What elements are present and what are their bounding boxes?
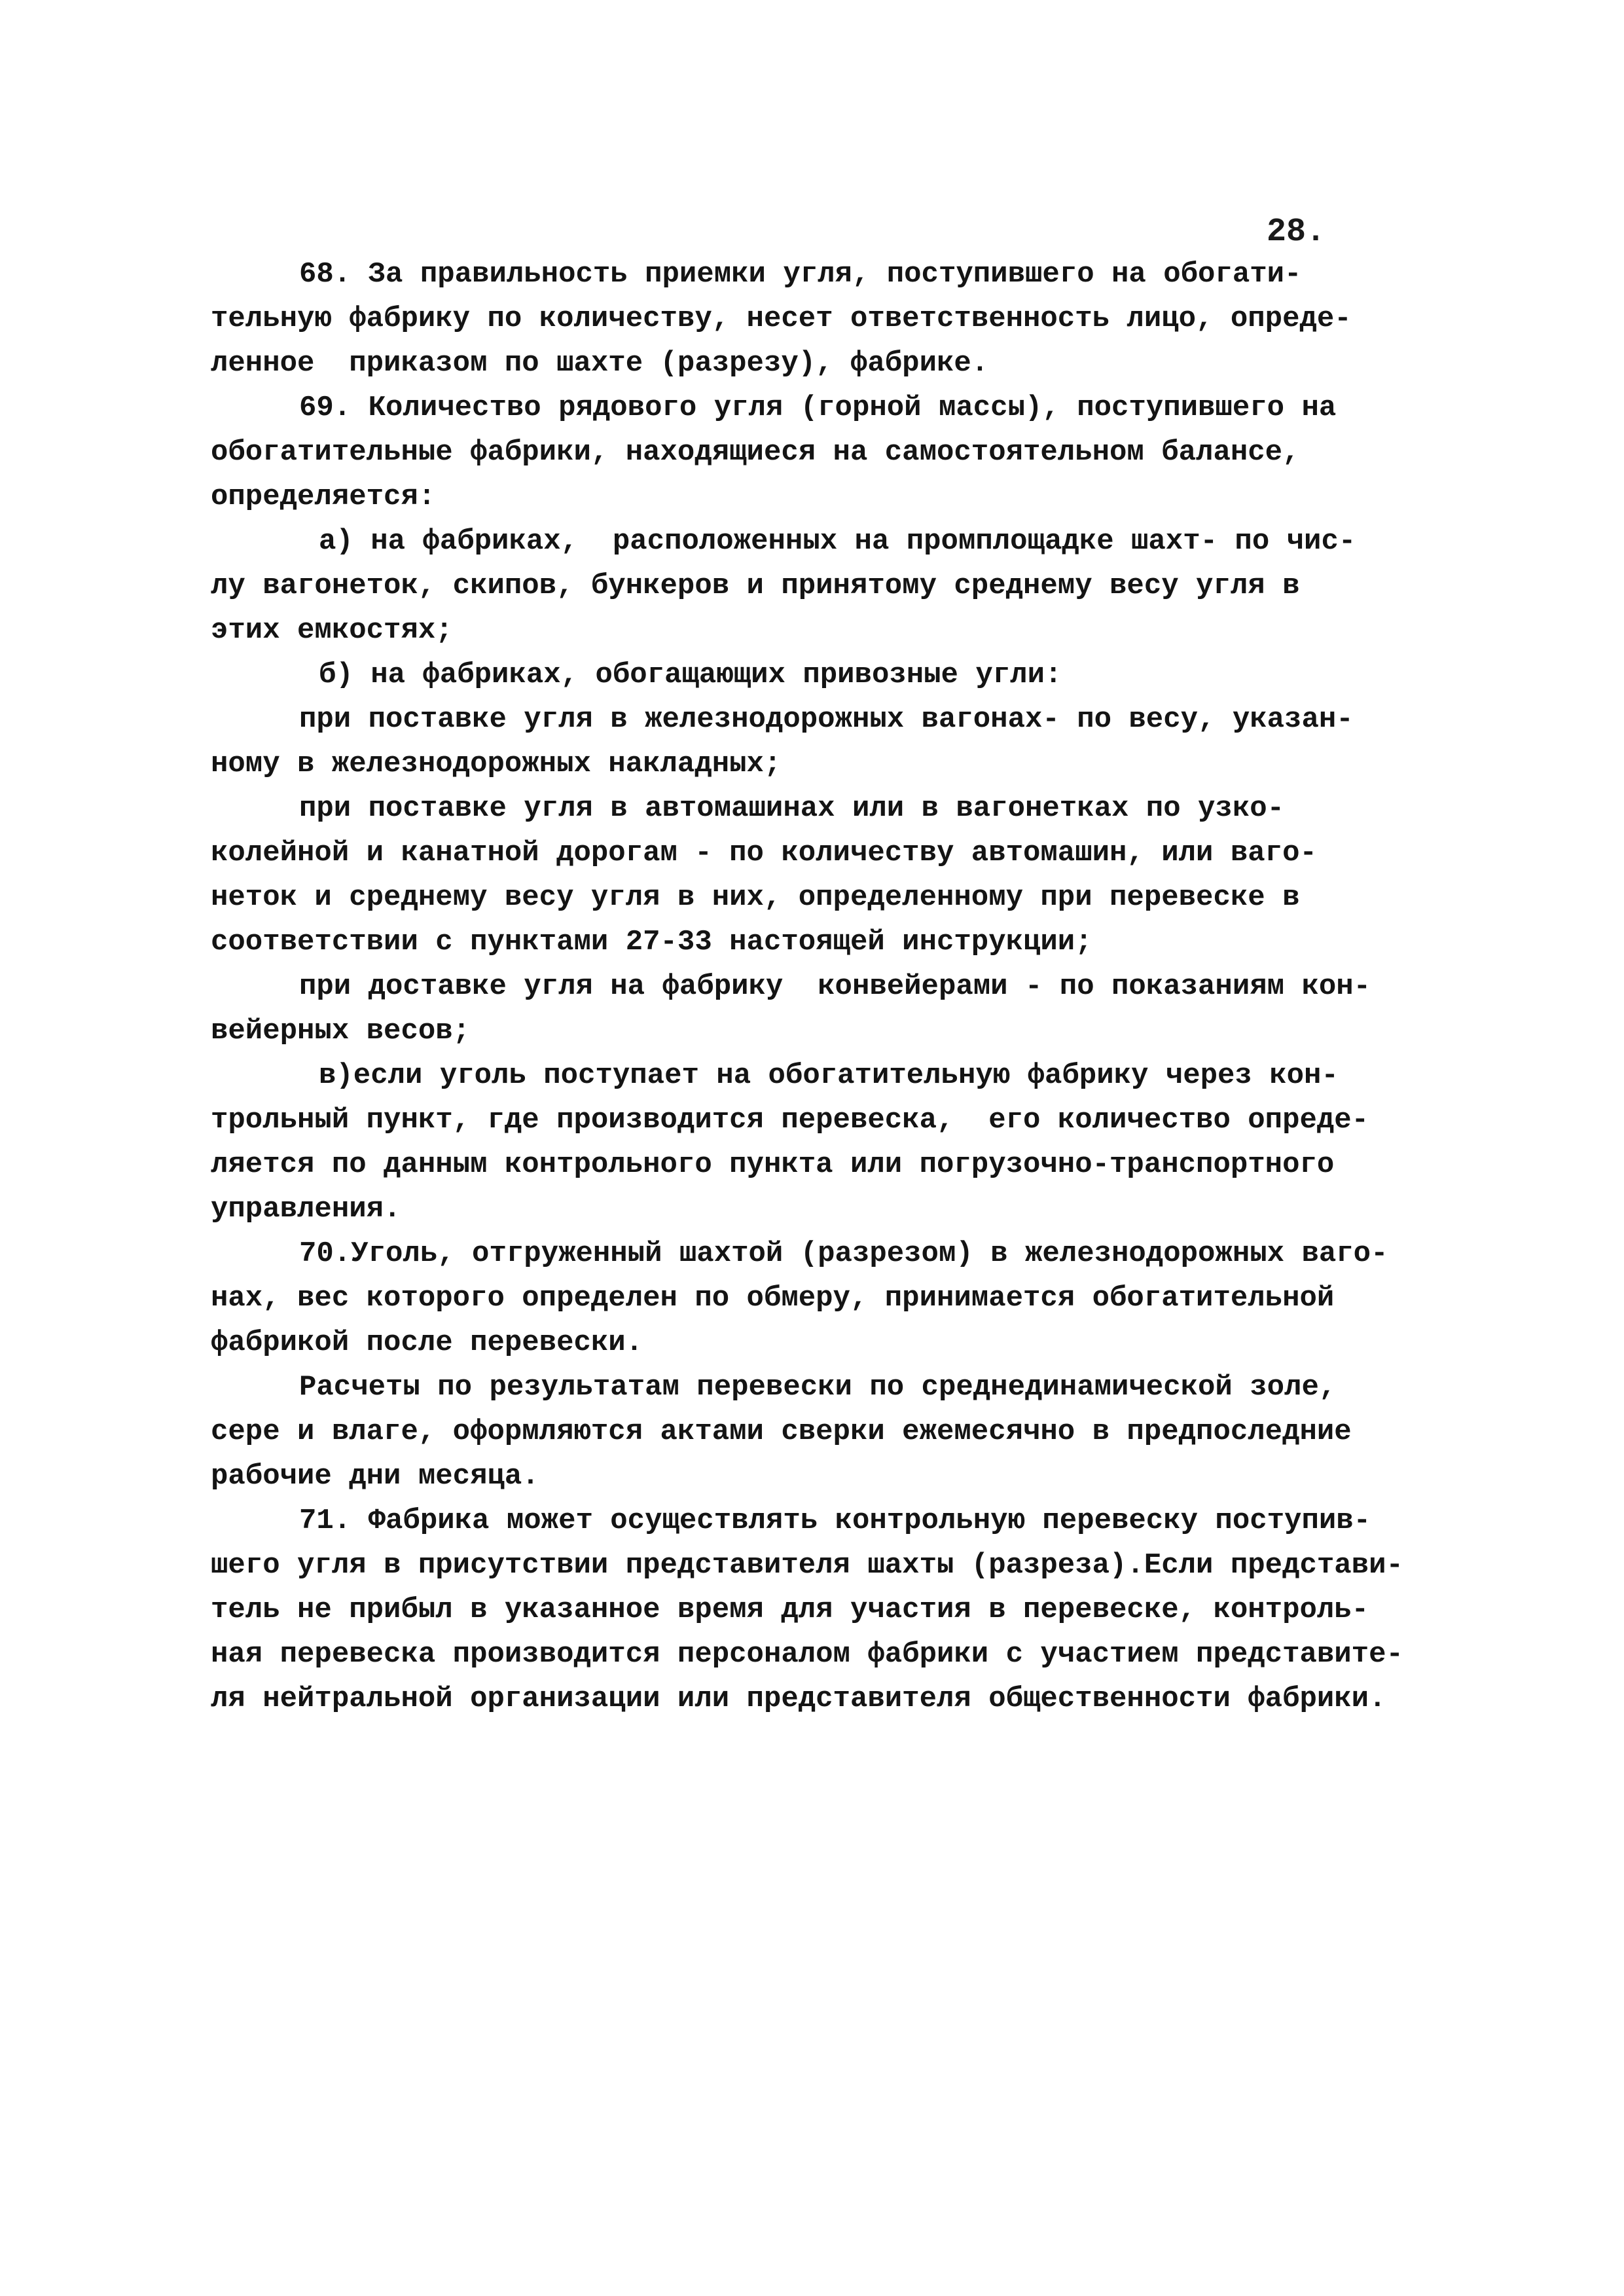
text-line: Расчеты по результатам перевески по среднединамической золе, (299, 1371, 1337, 1404)
paragraph-p69 (211, 386, 1454, 519)
text-line: ля нейтральной организации или представителя общественности фабрики. (211, 1683, 1386, 1715)
paragraph-p69b (211, 653, 1454, 697)
text-line: тельную фабрику по количеству, несет ответственность лицо, опреде- (211, 302, 1352, 335)
text-line: при поставке угля в автомашинах или в вагонетках по узко- (299, 792, 1285, 825)
text-line: лу вагонеток, скипов, бункеров и принятому среднему весу угля в (211, 570, 1300, 602)
text-line: тель не прибыл в указанное время для участия в перевеске, контроль- (211, 1594, 1369, 1626)
text-line: ляется по данным контрольного пункта или погрузочно-транспортного (211, 1148, 1335, 1181)
text-line: соответствии с пунктами 27-33 настоящей инструкции; (211, 926, 1092, 958)
paragraph-p69b3 (211, 964, 1454, 1053)
text-line: определяется: (211, 481, 436, 513)
text-line: 68. За правильность приемки угля, поступившего на обогати- (299, 258, 1302, 291)
text-line: неток и среднему весу угля в них, определенному при перевеске в (211, 881, 1300, 914)
text-line: трольный пункт, где производится перевеска, его количество опреде- (211, 1104, 1369, 1137)
text-line: ленное приказом по шахте (разрезу), фабрике. (211, 347, 989, 380)
text-line: ная перевеска производится персоналом фабрики с участием представите- (211, 1638, 1403, 1671)
text-line: а) на фабриках, расположенных на промплощадке шахт- по чис- (319, 525, 1356, 558)
text-line: 70.Уголь, отгруженный шахтой (разрезом) в железнодорожных ваго- (299, 1237, 1388, 1270)
paragraph-p69b2 (211, 786, 1454, 964)
text-line: обогатительные фабрики, находящиеся на самостоятельном балансе, (211, 436, 1300, 469)
paragraph-p69b1 (211, 697, 1454, 786)
text-line: 69. Количество рядового угля (горной массы), поступившего на (299, 392, 1337, 424)
text-line: при доставке угля на фабрику конвейерами - по показаниям кон- (299, 970, 1371, 1003)
paragraph-p70 (211, 1231, 1454, 1365)
paragraph-p69a (211, 519, 1454, 653)
paragraph-p70b (211, 1365, 1454, 1499)
text-line: 71. Фабрика может осуществлять контрольную перевеску поступив- (299, 1504, 1371, 1537)
text-line: сере и влаге, оформляются актами сверки ежемесячно в предпоследние (211, 1415, 1352, 1448)
document-body (211, 252, 1454, 1721)
text-line: этих емкостях; (211, 614, 453, 647)
text-line: в)если уголь поступает на обогатительную фабрику через кон- (319, 1059, 1339, 1092)
text-line: при поставке угля в железнодорожных вагонах- по весу, указан- (299, 703, 1354, 736)
text-line: б) на фабриках, обогащающих привозные угли: (319, 659, 1062, 691)
paragraph-p71 (211, 1499, 1454, 1721)
text-line: вейерных весов; (211, 1015, 471, 1048)
text-line: ному в железнодорожных накладных; (211, 748, 782, 780)
text-line: нах, вес которого определен по обмеру, принимается обогатительной (211, 1282, 1335, 1315)
text-line: фабрикой после перевески. (211, 1326, 643, 1359)
page-number: 28. (1267, 213, 1326, 251)
paragraph-p68 (211, 252, 1454, 386)
text-line: колейной и канатной дорогам - по количеству автомашин, или ваго- (211, 837, 1317, 869)
paragraph-p69v (211, 1053, 1454, 1231)
text-line: управления. (211, 1193, 401, 1226)
text-line: шего угля в присутствии представителя шахты (разреза).Если представи- (211, 1549, 1403, 1582)
text-line: рабочие дни месяца. (211, 1460, 539, 1493)
